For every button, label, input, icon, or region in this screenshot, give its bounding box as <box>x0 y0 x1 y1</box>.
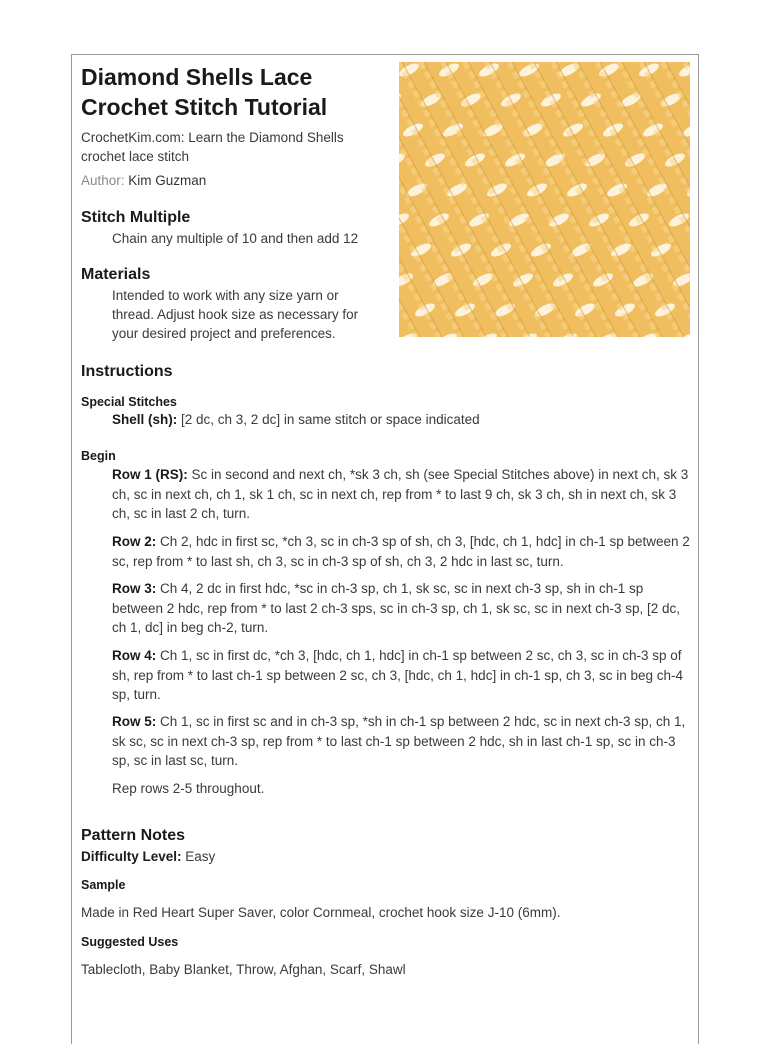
shell-text: [2 dc, ch 3, 2 dc] in same stitch or space indicated <box>177 412 480 427</box>
page-title: Diamond Shells Lace Crochet Stitch Tutorial <box>81 64 328 120</box>
author-label: Author: <box>81 173 125 188</box>
sample-heading: Sample <box>81 878 126 892</box>
special-stitches-heading: Special Stitches <box>81 395 177 409</box>
shell-definition <box>112 410 690 430</box>
row-3 <box>112 579 690 638</box>
pattern-notes-heading: Pattern Notes <box>81 827 186 844</box>
row-label: Row 5: <box>112 714 157 729</box>
difficulty-line <box>81 847 681 866</box>
row-label: Row 2: <box>112 534 157 549</box>
recipe-card <box>71 54 699 1044</box>
row-label: Row 3: <box>112 581 157 596</box>
materials-text: Intended to work with any size yarn or thread. Adjust hook size as necessary for your desired project and preferences. <box>112 288 359 341</box>
difficulty-value: Easy <box>181 849 216 864</box>
row-1 <box>112 465 690 524</box>
crochet-swatch-image <box>399 62 690 337</box>
author-line <box>81 171 206 190</box>
difficulty-label: Difficulty Level: <box>81 849 182 864</box>
author-name: Kim Guzman <box>128 173 207 188</box>
stitch-multiple-heading: Stitch Multiple <box>81 209 191 226</box>
materials-heading: Materials <box>81 266 151 283</box>
row-text: Sc in second and next ch, *sk 3 ch, sh (see Special Stitches above) in next ch, sk 3 ch, sc in next ch, ch 1, sk 1 ch, sc in next ch, rep from * to last 9 ch, sk 3 ch, sh in next ch, sk 3 ch, sc in last 2 ch, turn. <box>112 467 689 521</box>
page-subtitle: CrochetKim.com: Learn the Diamond Shells crochet lace stitch <box>81 130 344 164</box>
row-text: Ch 4, 2 dc in first hdc, *sc in ch-3 sp, ch 1, sk sc, sc in next ch-3 sp, sh in ch-1 sp between 2 hdc, rep from * to last 2 ch-3 sps, sc in ch-3 sp, ch 1, sk sc, sc in next ch-3 sp, [2 dc, ch 1, dc] in beg ch-2, turn. <box>112 581 681 635</box>
stitch-photo <box>399 62 690 337</box>
row-2 <box>112 532 690 571</box>
row-5 <box>112 712 690 771</box>
row-label: Row 1 (RS): <box>112 467 188 482</box>
row-4 <box>112 646 690 705</box>
sample-text: Made in Red Heart Super Saver, color Cornmeal, crochet hook size J-10 (6mm). <box>81 905 561 920</box>
stitch-multiple-text: Chain any multiple of 10 and then add 12 <box>112 231 359 246</box>
row-text: Ch 1, sc in first dc, *ch 3, [hdc, ch 1, hdc] in ch-1 sp between 2 sc, ch 3, sc in ch-3 sp of sh, rep from * to last ch-1 sp between 2 sc, ch 3, [hdc, ch 1, hdc] in ch-1 sp, ch 3, sc in beg ch-4 sp, turn. <box>112 648 684 702</box>
row-label: Row 4: <box>112 648 157 663</box>
suggested-uses-heading: Suggested Uses <box>81 935 179 949</box>
row-text: Ch 1, sc in first sc and in ch-3 sp, *sh in ch-1 sp between 2 hdc, sc in next ch-3 sp, ch 1, sk sc, sc in next ch-3 sp, rep from * to last ch-1 sp between 2 hdc, sh in last ch-1 sp, sc in ch-3 sp, sc in last sc, turn. <box>112 714 686 768</box>
row-text: Ch 2, hdc in first sc, *ch 3, sc in ch-3 sp of sh, ch 3, [hdc, ch 1, hdc] in ch-1 sp between 2 sc, rep from * to last sh, ch 3, sc in ch-3 sp of sh, ch 3, 2 hdc in last sc, turn. <box>112 534 690 569</box>
instructions-heading: Instructions <box>81 363 173 380</box>
suggested-uses-text: Tablecloth, Baby Blanket, Throw, Afghan, Scarf, Shawl <box>81 962 406 977</box>
shell-label: Shell (sh): <box>112 412 178 427</box>
repeat-instruction: Rep rows 2-5 throughout. <box>112 781 265 796</box>
begin-heading: Begin <box>81 449 116 463</box>
